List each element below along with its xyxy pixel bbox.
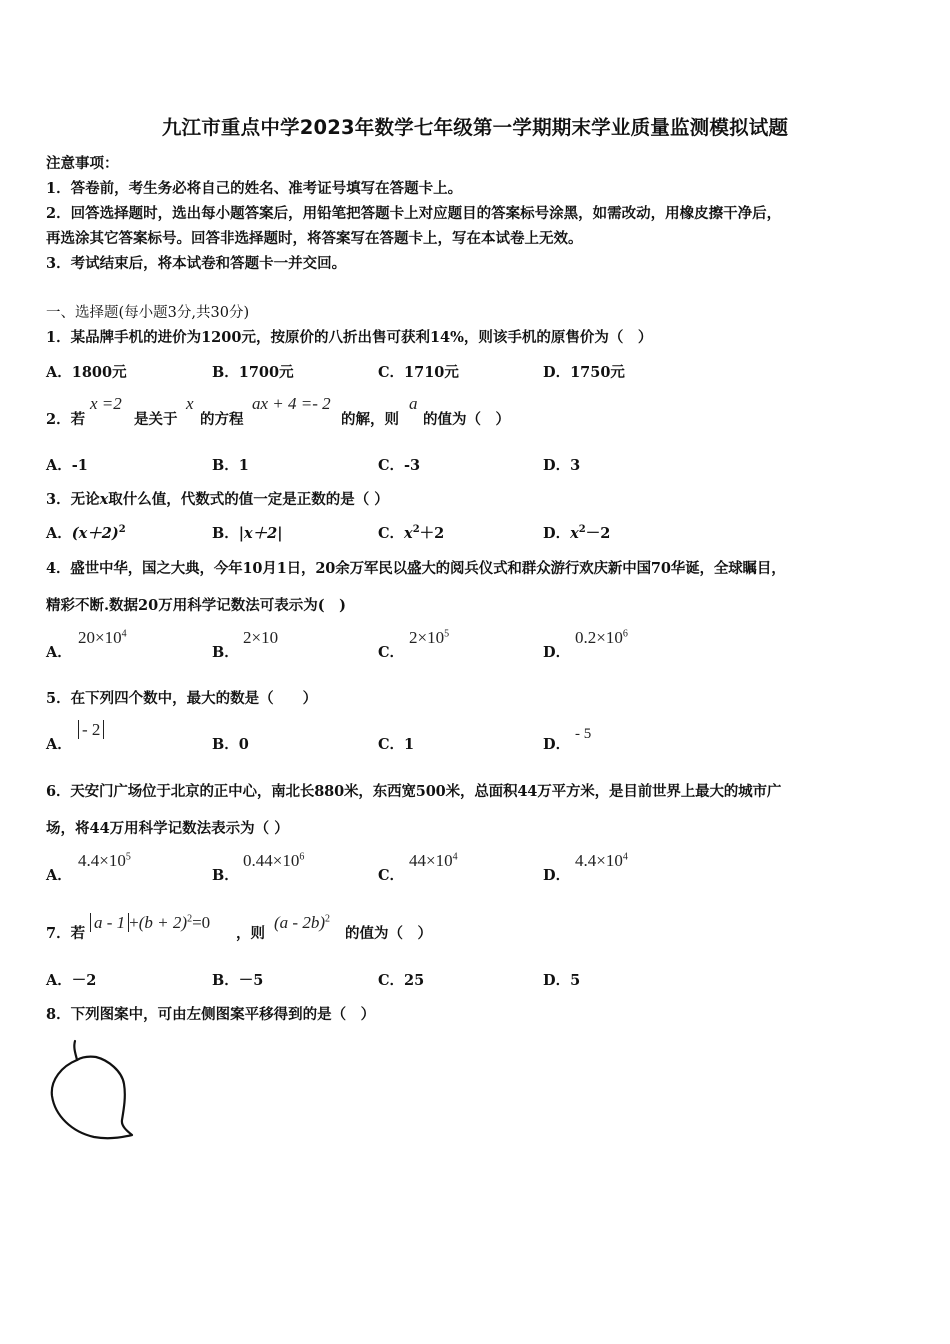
q2-option-b: B．1 [212, 457, 249, 474]
q3-option-c-label: C． [378, 525, 405, 542]
q3-stem [46, 488, 389, 509]
q8-stem: 8．下列图案中，可由左侧图案平移得到的是（ ） [46, 1006, 376, 1023]
q5-option-a-label: A． [46, 736, 72, 753]
q4-option-a-label: A． [46, 644, 72, 661]
q1-option-c: C．1710元 [378, 364, 459, 381]
q3-option-d-label: D． [543, 525, 571, 542]
q3-variable: x [99, 491, 109, 508]
q4-option-a-base: 20×10 [78, 628, 122, 647]
q6-option-b-exp: 6 [299, 851, 305, 863]
q6-option-a-label: A． [46, 867, 72, 884]
q3-option-c [378, 522, 444, 543]
q3-option-d-exp: 2 [578, 524, 586, 536]
q7-expression [274, 913, 330, 933]
q7-option-d: D．5 [543, 972, 581, 989]
q7-option-b: B．－5 [212, 972, 264, 989]
notice-item-2: 2．回答选择题时，选出每小题答案后，用铅笔把答题卡上对应题目的答案标号涂黑，如需改动，用橡皮擦干净后， [46, 205, 782, 222]
q4-option-c-label: C． [378, 644, 405, 661]
q7-stem-part3: 的值为（ ） [345, 925, 432, 942]
notice-heading: 注意事项： [46, 155, 119, 172]
q3-option-d [543, 522, 610, 543]
q6-option-c-exp: 4 [452, 851, 458, 863]
q6-option-c-label: C． [378, 867, 405, 884]
q3-option-c-exp: 2 [412, 524, 420, 536]
q7-option-a: A．－2 [46, 972, 97, 989]
q1-option-b: B．1700元 [212, 364, 294, 381]
section-heading: 一、选择题(每小题3分,共30分) [46, 305, 250, 321]
q5-option-b: B．0 [212, 736, 249, 753]
q4-option-b-label: B． [212, 644, 239, 661]
q6-option-b-value [243, 851, 304, 871]
q5-option-a-value [78, 720, 104, 740]
q3-option-a-expr: (x＋2) [71, 525, 119, 542]
q6-option-a-base: 4.4×10 [78, 851, 126, 870]
q4-option-d-base: 0.2×10 [575, 628, 623, 647]
q2-math-a: a [409, 394, 418, 413]
q2-option-d: D．3 [543, 457, 581, 474]
q6-option-d-value [575, 851, 628, 871]
q6-option-a-exp: 5 [125, 851, 131, 863]
q7-square-term: (b + 2) [138, 913, 188, 932]
q3-stem-part1: 3．无论 [46, 491, 100, 508]
q6-option-d-exp: 4 [622, 851, 628, 863]
q2-math-equation: ax + 4 =- 2 [252, 394, 331, 413]
q7-equals-zero: =0 [192, 913, 211, 932]
q8-leaf-outline [52, 1057, 132, 1139]
q3-option-d-var: x [570, 525, 579, 542]
q2-stem-part3: 的方程 [200, 411, 244, 428]
q2-stem-part1: 2．若 [46, 411, 86, 428]
q4-option-c-base: 2×10 [409, 628, 445, 647]
q7-plus: + [129, 913, 139, 932]
q4-option-c-exp: 5 [444, 628, 450, 640]
q5-option-d-label: D． [543, 736, 571, 753]
q8-leaf-figure [44, 1036, 144, 1146]
q7-condition [90, 913, 210, 933]
q6-option-b-base: 0.44×10 [243, 851, 300, 870]
q2-stem-part5: 的值为（ ） [423, 411, 510, 428]
q3-stem-part2: 取什么值，代数式的值一定是正数的是（ ） [108, 491, 389, 508]
q4-option-d-exp: 6 [622, 628, 628, 640]
q4-option-b-value: 2×10 [243, 628, 279, 647]
q4-stem-line1: 4．盛世中华，国之大典，今年10月1日，20余万军民以盛大的阅兵仪式和群众游行欢庆新中国70华诞，全球瞩目， [46, 560, 786, 577]
q8-leaf-stem [74, 1041, 77, 1060]
q3-option-c-rest: ＋2 [419, 525, 445, 542]
q3-option-a-label: A． [46, 525, 72, 542]
q1-stem: 1．某品牌手机的进价为1200元，按原价的八折出售可获利14%，则该手机的原售价为（ ） [46, 329, 653, 346]
q6-option-c-base: 44×10 [409, 851, 453, 870]
q2-option-c: C．-3 [378, 457, 421, 474]
q3-option-a-exp: 2 [118, 524, 126, 536]
q3-option-a [46, 522, 126, 543]
q4-option-d-label: D． [543, 644, 571, 661]
q2-stem-part4: 的解，则 [341, 411, 399, 428]
q3-option-b-label: B． [212, 525, 239, 542]
q3-option-b-expr: |x＋2| [238, 525, 283, 542]
q3-option-c-var: x [404, 525, 413, 542]
q7-abs-term: a - 1 [90, 913, 129, 932]
q2-stem-part2: 是关于 [134, 411, 178, 428]
notice-item-3: 3．考试结束后，将本试卷和答题卡一并交回。 [46, 255, 347, 272]
q4-option-c-value [409, 628, 449, 648]
q7-stem-part1: 7．若 [46, 925, 86, 942]
q5-option-c: C．1 [378, 736, 415, 753]
q7-square-exp: 2 [187, 913, 193, 925]
q5-option-a-abs: - 2 [78, 720, 104, 739]
q5-stem: 5．在下列四个数中，最大的数是（ ） [46, 690, 318, 707]
q5-option-d-value: - 5 [575, 726, 592, 742]
q3-option-b [212, 522, 283, 543]
notice-item-2-cont: 再选涂其它答案标号。回答非选择题时，将答案写在答题卡上，写在本试卷上无效。 [46, 230, 583, 247]
q7-option-c: C．25 [378, 972, 425, 989]
q2-math-x-eq-2: x =2 [90, 394, 122, 413]
q6-option-b-label: B． [212, 867, 239, 884]
q2-math-x: x [186, 394, 194, 413]
q1-option-d: D．1750元 [543, 364, 625, 381]
q7-expr-base: (a - 2b) [274, 913, 325, 932]
q1-option-a: A．1800元 [46, 364, 127, 381]
q6-stem-line2: 场，将44万用科学记数法表示为（ ） [46, 820, 289, 837]
q6-option-a-value [78, 851, 131, 871]
q6-option-d-label: D． [543, 867, 571, 884]
q6-option-d-base: 4.4×10 [575, 851, 623, 870]
q4-option-a-value [78, 628, 127, 648]
q2-option-a: A．-1 [46, 457, 88, 474]
q7-stem-part2: ，则 [236, 925, 265, 942]
page-title: 九江市重点中学2023年数学七年级第一学期期末学业质量监测模拟试题 [161, 116, 789, 139]
q4-stem-line2: 精彩不断.数据20万用科学记数法可表示为( ) [46, 597, 346, 614]
q7-expr-exp: 2 [324, 913, 330, 925]
q4-option-d-value [575, 628, 628, 648]
q3-option-d-rest: －2 [585, 525, 611, 542]
q6-option-c-value [409, 851, 458, 871]
q6-stem-line1: 6．天安门广场位于北京的正中心，南北长880米，东西宽500米，总面积44万平方米，是目前世界上最大的城市广 [46, 783, 782, 800]
q4-option-a-exp: 4 [121, 628, 127, 640]
notice-item-1: 1．答卷前，考生务必将自己的姓名、准考证号填写在答题卡上。 [46, 180, 463, 197]
